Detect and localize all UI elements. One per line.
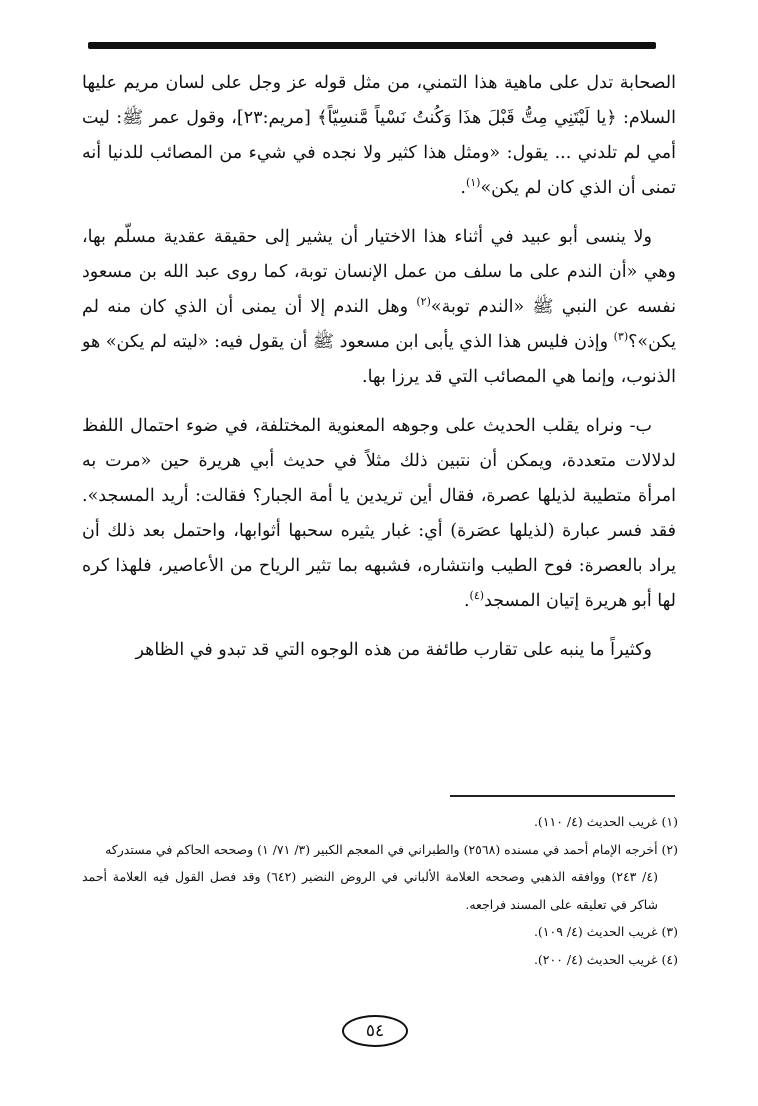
footnote-ref-2: (٢)	[416, 295, 431, 309]
header-rule	[88, 42, 656, 49]
paragraph-2	[82, 220, 676, 395]
paragraph-1: الصحابة تدل على ماهية هذا التمني، من مثل قوله عز وجل على لسان مريم عليها السلام: ﴿يا لَيْتَنِي مِتُّ قَبْلَ هذَا وَكُنتُ نَسْياً مَّنسِيّاً﴾ [مريم:٢٣]، وقول عمر ﷺ: ليت أمي لم تلدني ... يقول: «ومثل هذا كثير ولا نجده في شيء من المصائب للدنيا أنه تمنى أن الذي كان لم يكن»$^{(١)}$.	[82, 73, 676, 198]
paragraph-2-text-c: وإذن فليس هذا الذي يأبى ابن مسعود ﷺ أن يقول فيه: «ليته لم يكن» هو الذنوب، وإنما هي المصائب التي قد يرزا بها.	[82, 332, 676, 387]
paragraph-3: ب- ونراه يقلب الحديث على وجوهه المعنوية المختلفة، في ضوء احتمال اللفظ لدلالات متعددة، ويمكن أن نتبين ذلك مثلاً في حديث أبي هريرة حين «مرت به امرأة متطيبة لذيلها عصرة، فقال أين تريدين يا أمة الجبار؟ فقالت: أريد المسجد». فقد فسر عبارة (لذيلها عصَرة) أي: غبار يثيره سحبها أثوابها، واحتمل بعد ذلك أن يراد بالعصرة: فوح الطيب وانتشاره، فشبهه بما تثير الرياح من الأعاصير، فلهذا كره لها أبو هريرة إتيان المسجد$^{(٤)}$.	[82, 416, 676, 611]
paragraph-4	[82, 633, 676, 668]
paragraph-3-text: ب- ونراه يقلب الحديث على وجوهه المعنوية المختلفة، في ضوء احتمال اللفظ لدلالات متعددة، ويمكن أن نتبين ذلك مثلاً في حديث أبي هريرة حين «مرت به امرأة متطيبة لذيلها عصرة، فقال أين تريدين يا أمة الجبار؟ فقالت: أريد المسجد». فقد فسر عبارة (لذيلها عصَرة) أي: غبار يثيره سحبها أثوابها، واحتمل بعد ذلك أن يراد بالعصرة: فوح الطيب وانتشاره، فشبهه بما تثير الرياح من الأعاصير، فلهذا كره لها أبو هريرة إتيان المسجد	[82, 416, 676, 611]
footnote-ref-3: (٣)	[613, 330, 629, 344]
footnote-2-line-1: (٢) أخرجه الإمام أحمد في مسنده (٢٥٦٨) والطبراني في المعجم الكبير (٣/ ٧١/ ١) وصححه الحاكم في مستدركه	[105, 841, 678, 857]
footnote-ref-1: (١)	[465, 176, 481, 190]
footnote-separator	[450, 795, 675, 797]
paragraph-4-text: وكثيراً ما ينبه على تقارب طائفة من هذه الوجوه التي قد تبدو في الظاهر	[135, 640, 652, 660]
main-text	[82, 66, 676, 682]
footnote-ref-4: (٤)	[469, 589, 485, 603]
footnote-4: (٤) غريب الحديث (٤/ ٢٠٠).	[533, 951, 678, 967]
footnote-2-line-2: (٤/ ٢٤٣) ووافقه الذهبي وصححه العلامة الألباني في الروض النضير (٦٤٢) وقد فصل القول فيه العلامة أحمد شاكر في تعليقه على المسند فراجعه.	[82, 869, 659, 912]
footnote-3: (٣) غريب الحديث (٤/ ١٠٩).	[533, 924, 678, 939]
paragraph-2-text: ولا ينسى أبو عبيد في أثناء هذا الاختيار أن يشير إلى حقيقة عقدية مسلّم بها، وهي «أن الندم على ما سلف من عمل الإنسان توبة، كما روى عبد الله بن مسعود نفسه عن النبي ﷺ «الندم توبة»	[82, 227, 676, 317]
footnotes	[82, 808, 678, 973]
paragraph-1-text: الصحابة تدل على ماهية هذا التمني، من مثل قوله عز وجل على لسان مريم عليها السلام: ﴿يا لَيْتَنِي مِتُّ قَبْلَ هذَا وَكُنتُ نَسْياً مَّنسِيّاً﴾ [مريم:٢٣]، وقول عمر ﷺ: ليت أمي لم تلدني ... يقول: «ومثل هذا كثير ولا نجده في شيء من المصائب للدنيا أنه تمنى أن الذي كان لم يكن»	[82, 73, 676, 198]
paragraph-2-text-b: وهل الندم إلا أن يمنى أن الذي كان منه لم يكن»؟	[82, 297, 676, 352]
page-number: ٥٤	[342, 1015, 408, 1047]
footnote-2	[82, 836, 678, 919]
footnote-1: (١) غريب الحديث (٤/ ١١٠).	[533, 814, 678, 829]
